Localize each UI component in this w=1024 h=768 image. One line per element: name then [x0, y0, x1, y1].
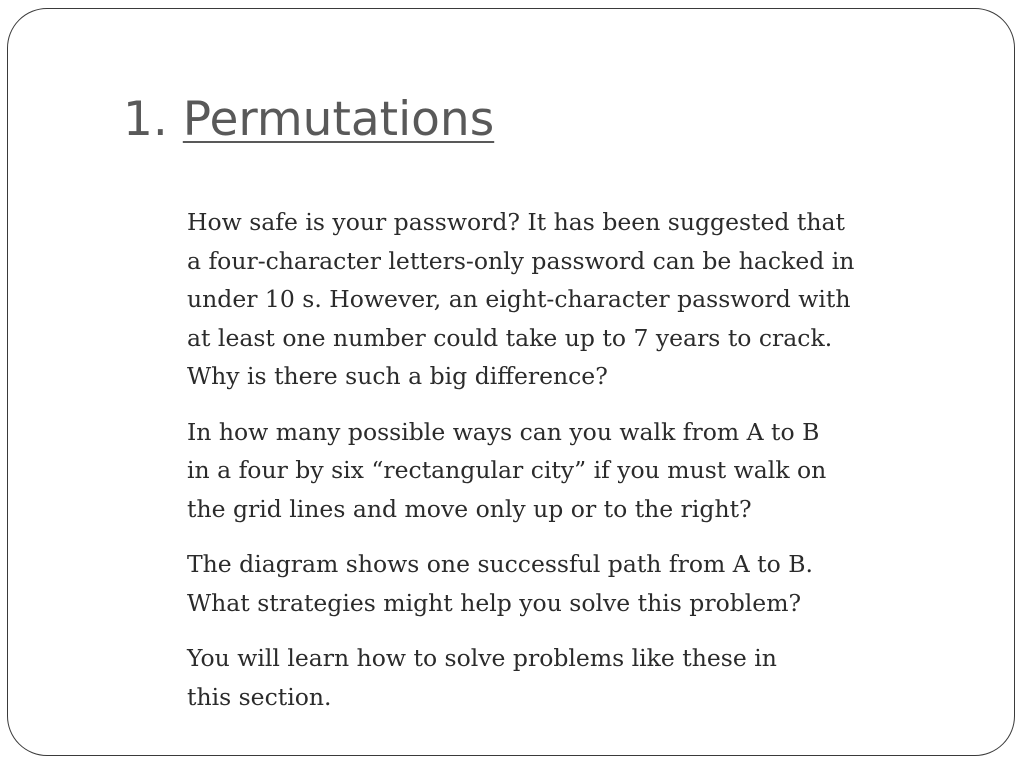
text-line: under 10 s. However, an eight-character password with: [187, 285, 851, 313]
slide-title: [123, 93, 494, 147]
text-line: the grid lines and move only up or to the right?: [187, 494, 752, 523]
paragraph-diagram: [187, 545, 947, 622]
body-content: [187, 203, 947, 733]
text-line: You will learn how to solve problems like these in: [187, 644, 777, 672]
paragraph-city-grid: [187, 413, 947, 529]
title-text: Permutations: [182, 92, 495, 147]
paragraph-password: [187, 203, 947, 396]
text-line: in a four by six “rectangular city” if you must walk on: [187, 456, 827, 484]
text-line: at least one number could take up to 7 years to crack.: [187, 323, 833, 352]
paragraph-summary: [187, 639, 947, 716]
title-number: 1.: [123, 92, 168, 147]
slide-frame: [7, 8, 1015, 756]
text-line: In how many possible ways can you walk from A to B: [187, 417, 820, 446]
text-line: How safe is your password? It has been suggested that: [187, 208, 845, 236]
text-line: Why is there such a big difference?: [187, 362, 608, 390]
text-line: a four-character letters-only password can be hacked in: [187, 246, 855, 275]
text-line: What strategies might help you solve this problem?: [187, 588, 802, 617]
text-line: this section.: [187, 682, 332, 711]
text-line: The diagram shows one successful path from A to B.: [187, 550, 813, 578]
